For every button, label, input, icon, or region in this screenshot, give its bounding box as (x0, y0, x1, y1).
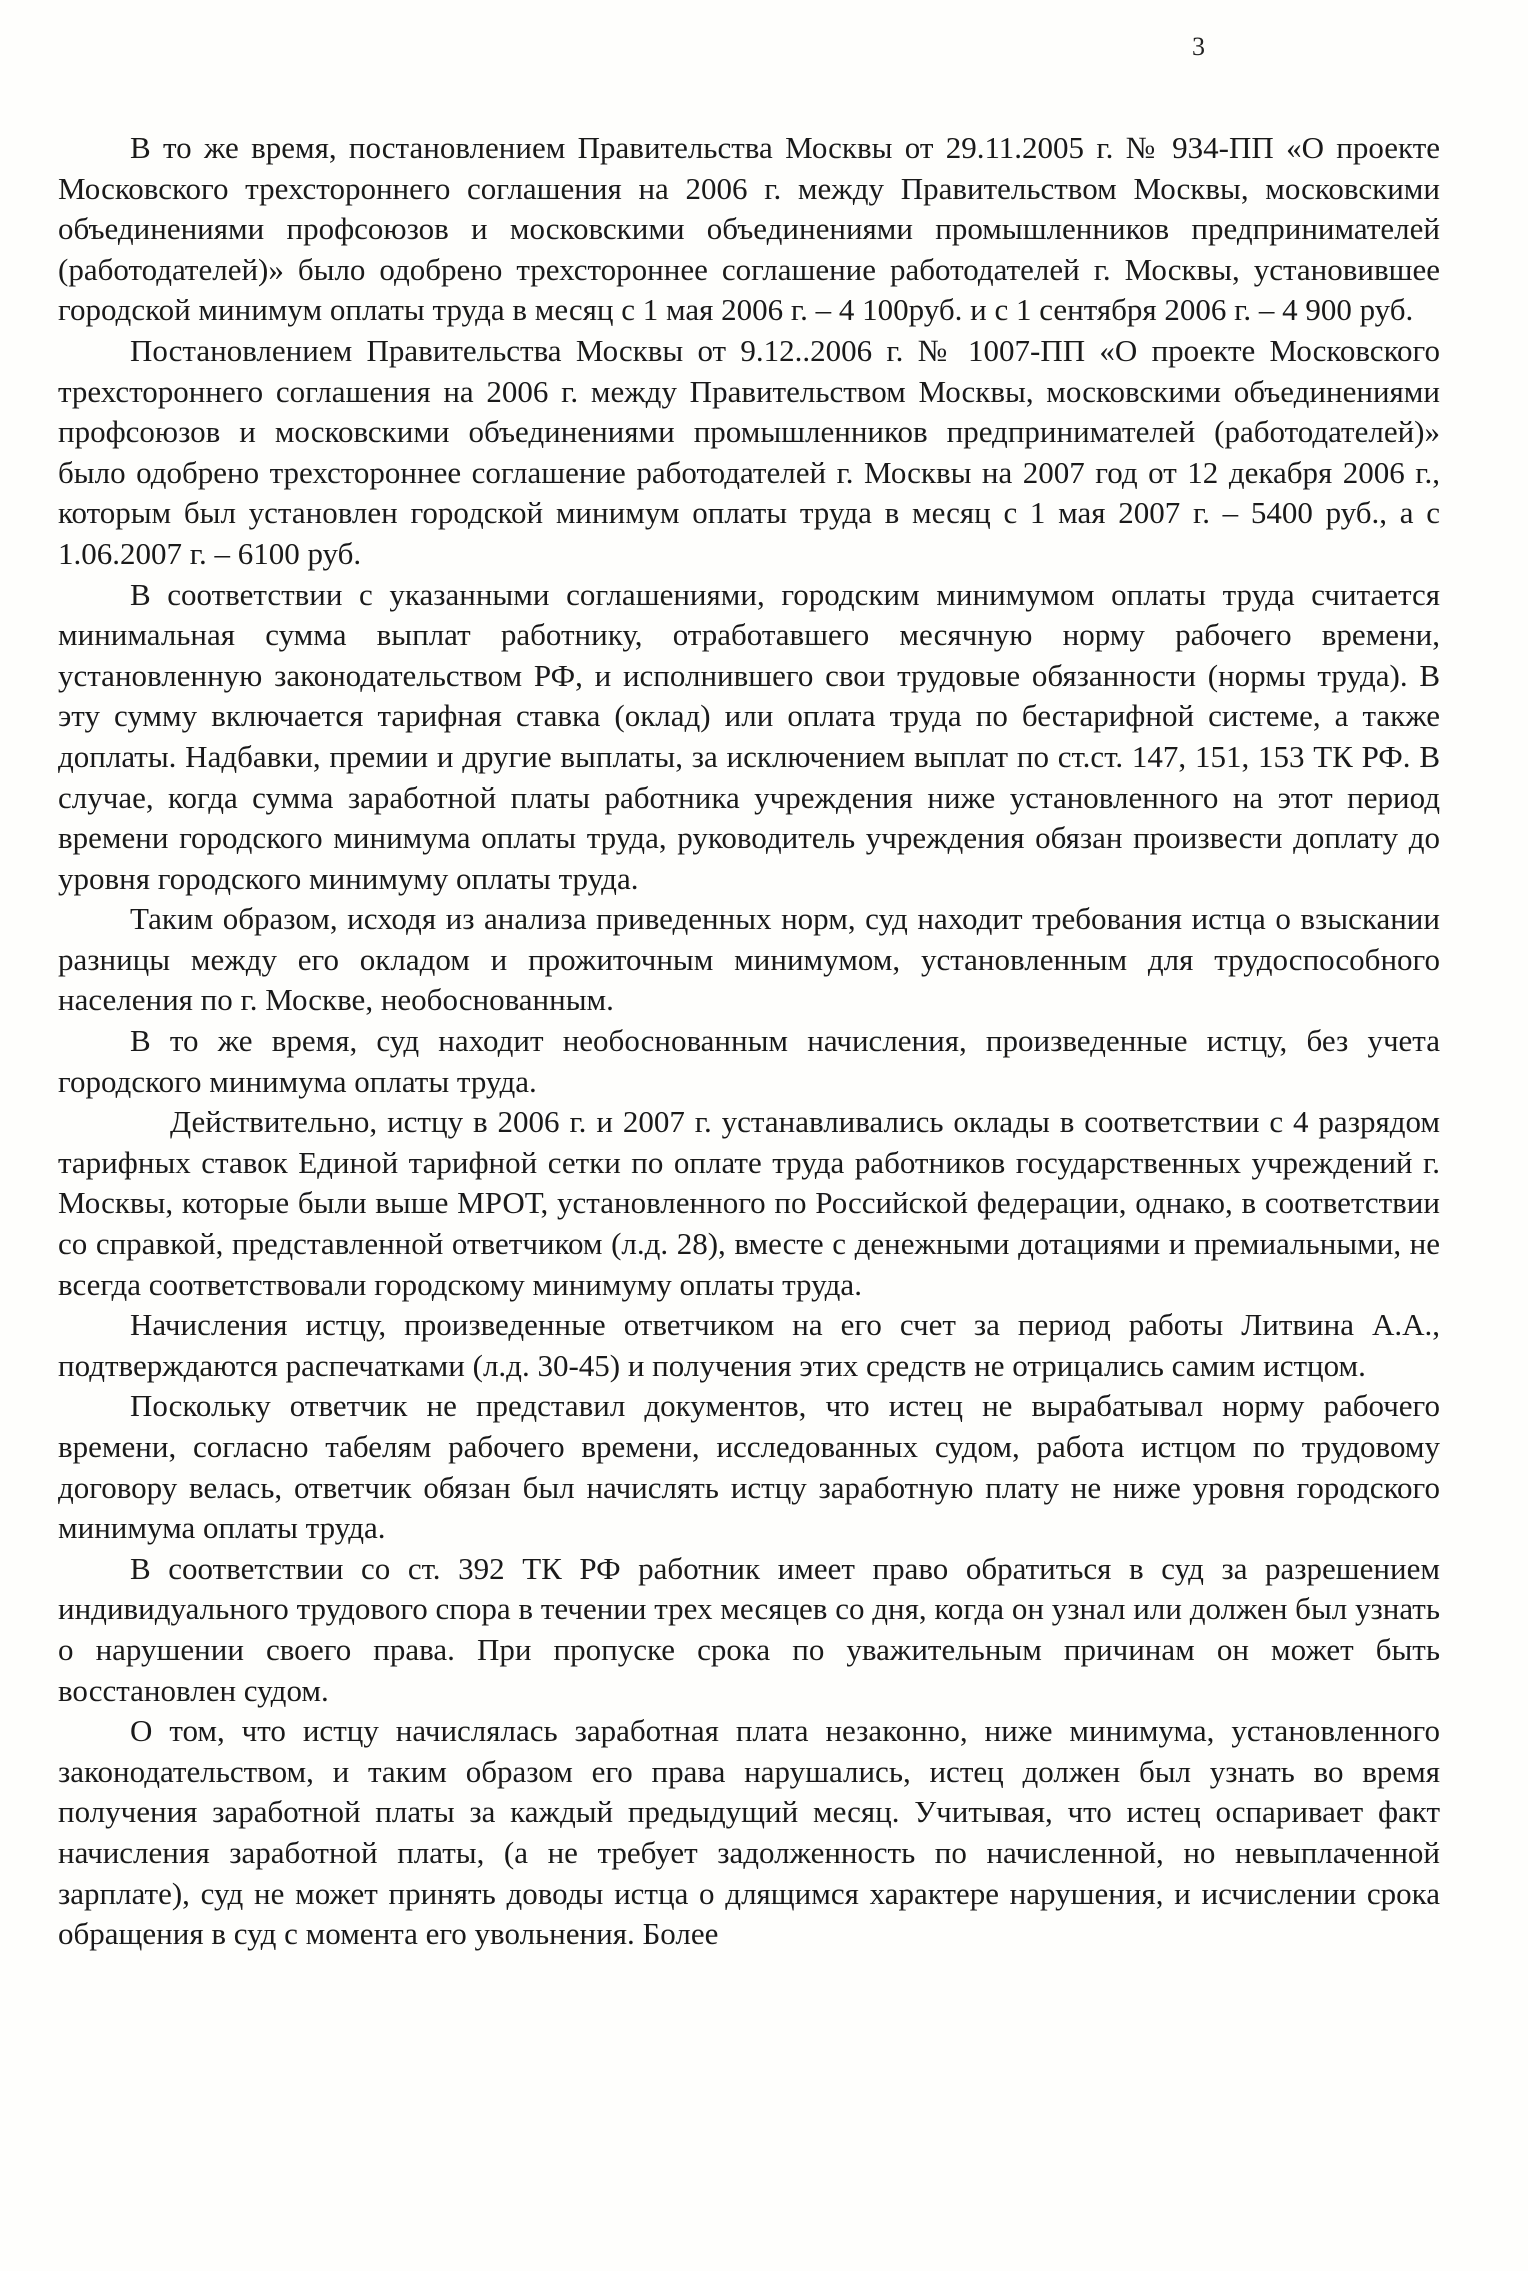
paragraph-9: В соответствии со ст. 392 ТК РФ работник имеет право обратиться в суд за разрешением индивидуального трудового спора в течении трех месяцев со дня, когда он узнал или должен был узнать о нарушении своего права. При пропуске срока по уважительным причинам он может быть восстановлен судом. (58, 1550, 1440, 1708)
paragraph-8: Поскольку ответчик не представил документов, что истец не вырабатывал норму рабочего времени, согласно табелям рабочего времени, исследованных судом, работа истцом по трудовому договору велась, ответчик обязан был начислять истцу заработную плату не ниже уровня городского минимума оплаты труда. (58, 1388, 1440, 1546)
page-number: 3 (1192, 32, 1205, 61)
paragraph-5: В то же время, суд находит необоснованным начисления, произведенные истцу, без учета городского минимума оплаты труда. (58, 1023, 1440, 1099)
paragraph-10: О том, что истцу начислялась заработная плата незаконно, ниже минимума, установленного законодательством, и таким образом его права нарушались, истец должен был узнать во время получения заработной платы за каждый предыдущий месяц. Учитывая, что истец оспаривает факт начисления заработной платы, (а не требует задолженность по начисленной, но невыплаченной зарплате), суд не может принять доводы истца о длящимся характере нарушения, и исчислении срока обращения в суд с момента его увольнения. Более (58, 1713, 1440, 1952)
paragraph-1: В то же время, постановлением Правительства Москвы от 29.11.2005 г. № 934-ПП «О проекте Московского трехстороннего соглашения на 2006 г. между Правительством Москвы, московскими объединениями профсоюзов и московскими объединениями промышленников предпринимателей (работодателей)» было одобрено трехстороннее соглашение работодателей г. Москвы, установившее городской минимум оплаты труда в месяц с 1 мая 2006 г. – 4 100руб. и с 1 сентября 2006 г. – 4 900 руб. (58, 130, 1440, 328)
paragraph-7: Начисления истцу, произведенные ответчиком на его счет за период работы Литвина А.А., подтверждаются распечатками (л.д. 30-45) и получения этих средств не отрицались самим истцом. (58, 1307, 1440, 1383)
paragraph-2: Постановлением Правительства Москвы от 9.12..2006 г. № 1007-ПП «О проекте Московского трехстороннего соглашения на 2006 г. между Правительством Москвы, московскими объединениями профсоюзов и московскими объединениями промышленников предпринимателей (работодателей)» было одобрено трехстороннее соглашение работодателей г. Москвы на 2007 год от 12 декабря 2006 г., которым был установлен городской минимум оплаты труда в месяц с 1 мая 2007 г. – 5400 руб., а с 1.06.2007 г. – 6100 руб. (58, 332, 1440, 571)
paragraph-6: Действительно, истцу в 2006 г. и 2007 г. устанавливались оклады в соответствии с 4 разрядом тарифных ставок Единой тарифной сетки по оплате труда работников государственных учреждений г. Москвы, которые были выше МРОТ, установленного по Российской федерации, однако, в соответствии со справкой, представленной ответчиком (л.д. 28), вместе с денежными дотациями и премиальными, не всегда соответствовали городскому минимуму оплаты труда. (58, 1104, 1440, 1302)
paragraph-4: Таким образом, исходя из анализа приведенных норм, суд находит требования истца о взыскании разницы между его окладом и прожиточным минимумом, установленным для трудоспособного населения по г. Москве, необоснованным. (58, 901, 1440, 1018)
paragraph-3: В соответствии с указанными соглашениями, городским минимумом оплаты труда считается минимальная сумма выплат работнику, отработавшего месячную норму рабочего времени, установленную законодательством РФ, и исполнившего свои трудовые обязанности (нормы труда). В эту сумму включается тарифная ставка (оклад) или оплата труда по бестарифной системе, а также доплаты. Надбавки, премии и другие выплаты, за исключением выплат по ст.ст. 147, 151, 153 ТК РФ. В случае, когда сумма заработной платы работника учреждения ниже установленного на этот период времени городского минимума оплаты труда, руководитель учреждения обязан произвести доплату до уровня городского минимуму оплаты труда. (58, 576, 1440, 896)
document-body (58, 128, 1440, 1955)
